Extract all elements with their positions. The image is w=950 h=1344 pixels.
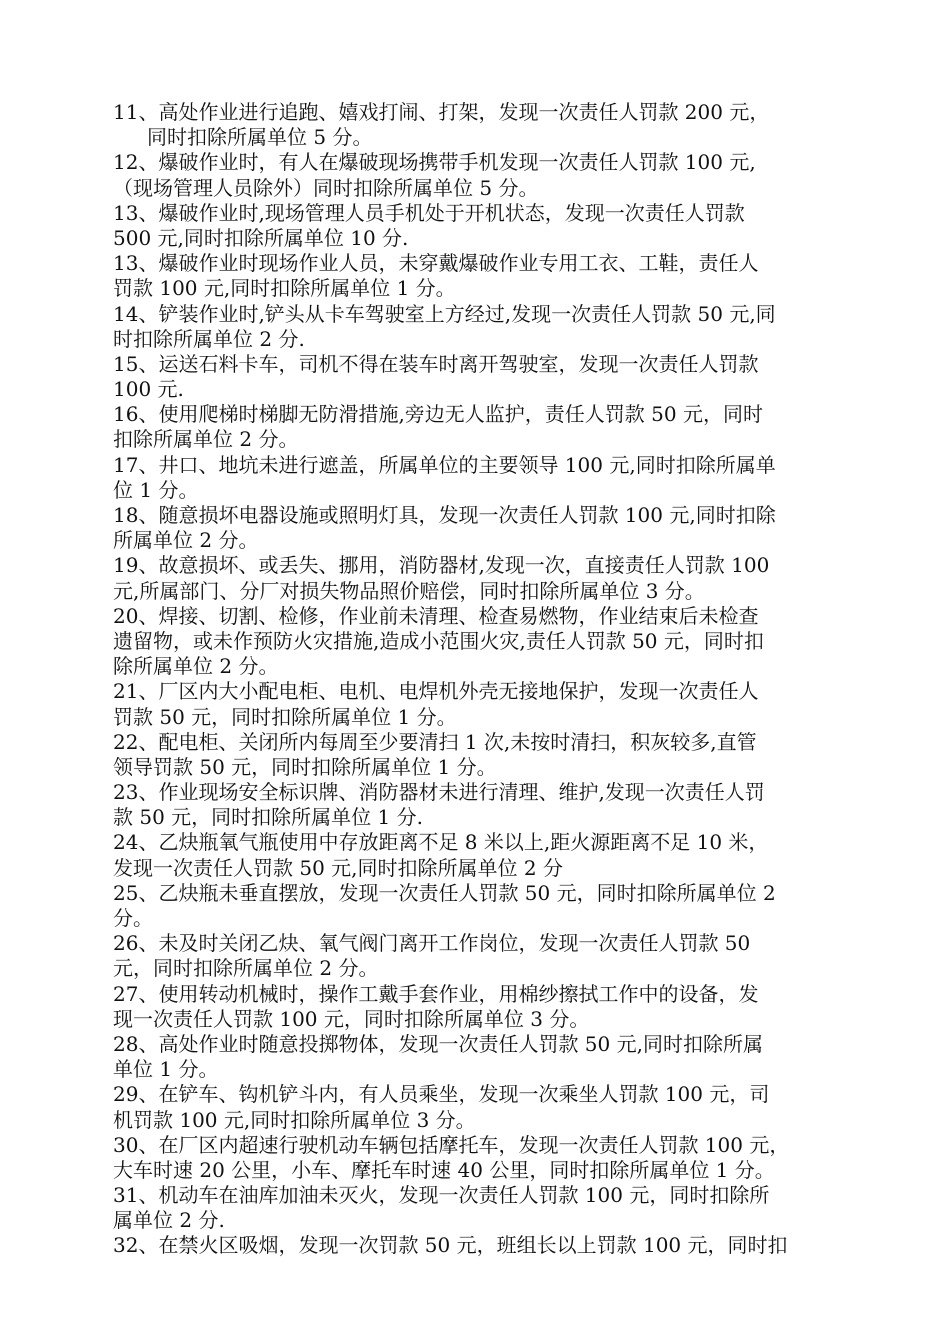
text-line: 15、运送石料卡车，司机不得在装车时离开驾驶室，发现一次责任人罚款 [113, 351, 759, 376]
text-line: 20、焊接、切割、检修，作业前未清理、检查易燃物，作业结束后未检查 [113, 603, 759, 628]
text-line: 24、乙炔瓶氧气瓶使用中存放距离不足 8 米以上,距火源距离不足 10 米， [113, 830, 769, 855]
text-line: 22、配电柜、关闭所内每周至少要清扫 1 次,未按时清扫，积灰较多,直管 [113, 729, 757, 754]
text-line: 遗留物，或未作预防火灾措施,造成小范围火灾,责任人罚款 50 元，同时扣 [113, 628, 764, 653]
text-line: 18、随意损坏电器设施或照明灯具，发现一次责任人罚款 100 元,同时扣除 [113, 503, 776, 527]
text-line: 位 1 分。 [113, 477, 199, 502]
text-line: 26、未及时关闭乙炔、氧气阀门离开工作岗位，发现一次责任人罚款 50 [113, 931, 751, 956]
text-line: 属单位 2 分. [113, 1208, 225, 1233]
text-line: 500 元,同时扣除所属单位 10 分. [113, 225, 409, 250]
text-line: 元，同时扣除所属单位 2 分。 [113, 956, 379, 981]
text-line: 元,所属部门、分厂对损失物品照价赔偿，同时扣除所属单位 3 分。 [113, 578, 705, 603]
text-line: 款 50 元，同时扣除所属单位 1 分. [113, 805, 423, 830]
text-line: 发现一次责任人罚款 50 元,同时扣除所属单位 2 分 [113, 855, 563, 880]
text-line: 29、在铲车、钩机铲斗内，有人员乘坐，发现一次乘坐人罚款 100 元，司 [113, 1082, 770, 1107]
text-line: 28、高处作业时随意投掷物体，发现一次责任人罚款 50 元,同时扣除所属 [113, 1031, 763, 1056]
text-line: 25、乙炔瓶未垂直摆放，发现一次责任人罚款 50 元，同时扣除所属单位 2 [113, 880, 776, 905]
text-line: 罚款 100 元,同时扣除所属单位 1 分。 [113, 276, 456, 301]
text-line: 单位 1 分。 [113, 1057, 219, 1082]
text-line: 17、井口、地坑未进行遮盖，所属单位的主要领导 100 元,同时扣除所属单 [113, 452, 776, 477]
text-line: 扣除所属单位 2 分。 [113, 427, 299, 452]
text-line: 除所属单位 2 分。 [113, 654, 279, 679]
text-line: 所属单位 2 分。 [113, 528, 259, 553]
text-line: 罚款 50 元，同时扣除所属单位 1 分。 [113, 704, 457, 729]
text-line: 23、作业现场安全标识牌、消防器材未进行清理、维护,发现一次责任人罚 [113, 780, 765, 805]
text-line: 31、机动车在油库加油未灭火，发现一次责任人罚款 100 元，同时扣除所 [113, 1183, 770, 1208]
text-line: 16、使用爬梯时梯脚无防滑措施,旁边无人监护，责任人罚款 50 元，同时 [113, 402, 763, 427]
text-line: 机罚款 100 元,同时扣除所属单位 3 分。 [113, 1107, 476, 1132]
text-line: 时扣除所属单位 2 分. [113, 326, 305, 351]
text-line: 大车时速 20 公里，小车、摩托车时速 40 公里，同时扣除所属单位 1 分。 [113, 1157, 775, 1182]
text-line: 21、厂区内大小配电柜、电机、电焊机外壳无接地保护，发现一次责任人 [113, 679, 759, 704]
text-line: 32、在禁火区吸烟，发现一次罚款 50 元，班组长以上罚款 100 元，同时扣 [113, 1233, 788, 1258]
text-line: 27、使用转动机械时，操作工戴手套作业，用棉纱擦拭工作中的设备，发 [113, 981, 759, 1006]
text-line: 14、铲装作业时,铲头从卡车驾驶室上方经过,发现一次责任人罚款 50 元,同 [113, 301, 776, 326]
text-line: 现一次责任人罚款 100 元，同时扣除所属单位 3 分。 [113, 1006, 590, 1031]
text-line: 19、故意损坏、或丢失、挪用，消防器材,发现一次，直接责任人罚款 100 [113, 553, 770, 578]
text-line: 12、爆破作业时，有人在爆破现场携带手机发现一次责任人罚款 100 元, [113, 150, 756, 175]
text-line: 13、爆破作业时现场作业人员，未穿戴爆破作业专用工衣、工鞋，责任人 [113, 251, 759, 276]
text-line: 分。 [113, 906, 153, 930]
text-line: 100 元. [113, 377, 184, 402]
text-line: 领导罚款 50 元，同时扣除所属单位 1 分。 [113, 754, 497, 779]
text-line: 13、爆破作业时,现场管理人员手机处于开机状态，发现一次责任人罚款 [113, 200, 745, 225]
text-line: （现场管理人员除外）同时扣除所属单位 5 分。 [113, 175, 539, 200]
text-line: 11、高处作业进行追跑、嬉戏打闹、打架，发现一次责任人罚款 200 元， [113, 100, 770, 124]
text-line: 同时扣除所属单位 5 分。 [147, 125, 373, 150]
document-body [113, 100, 843, 1259]
text-line: 30、在厂区内超速行驶机动车辆包括摩托车，发现一次责任人罚款 100 元， [113, 1132, 790, 1157]
